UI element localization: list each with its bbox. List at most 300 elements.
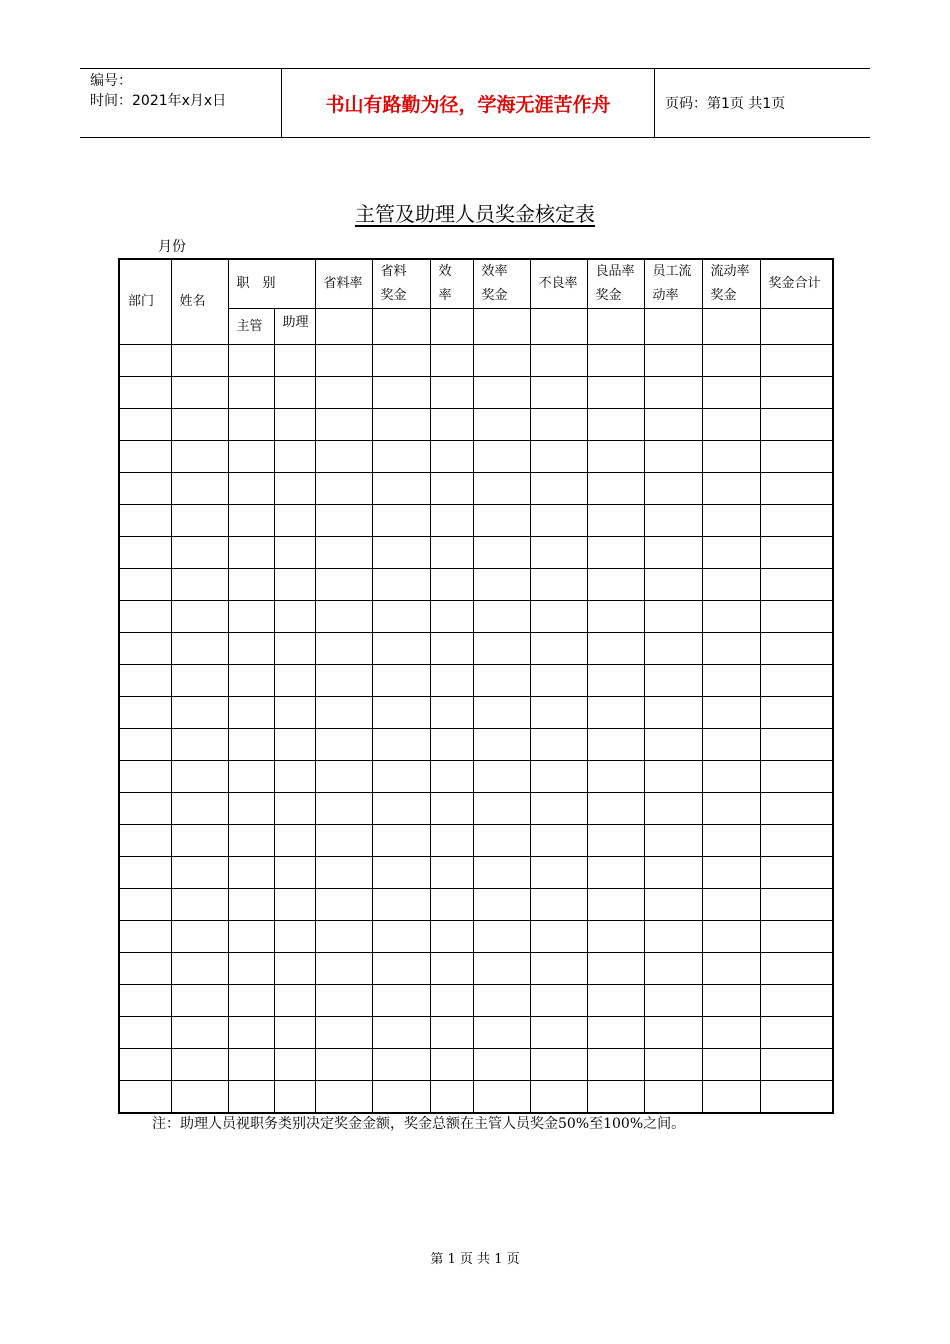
- table-cell[interactable]: [473, 921, 530, 953]
- table-cell[interactable]: [228, 601, 274, 633]
- table-cell[interactable]: [530, 1017, 587, 1049]
- table-cell[interactable]: [644, 537, 702, 569]
- table-cell[interactable]: [228, 697, 274, 729]
- table-cell[interactable]: [644, 793, 702, 825]
- table-cell[interactable]: [644, 409, 702, 441]
- table-cell[interactable]: [274, 729, 315, 761]
- table-cell[interactable]: [587, 921, 644, 953]
- table-cell[interactable]: [587, 377, 644, 409]
- table-cell[interactable]: [473, 953, 530, 985]
- table-cell[interactable]: [372, 921, 430, 953]
- table-cell[interactable]: [171, 985, 228, 1017]
- table-cell[interactable]: [702, 921, 760, 953]
- table-cell[interactable]: [473, 889, 530, 921]
- table-cell[interactable]: [760, 857, 833, 889]
- table-cell[interactable]: [372, 601, 430, 633]
- table-cell[interactable]: [171, 505, 228, 537]
- table-cell[interactable]: [274, 1017, 315, 1049]
- table-cell[interactable]: [372, 697, 430, 729]
- table-cell[interactable]: [702, 569, 760, 601]
- table-cell[interactable]: [228, 345, 274, 377]
- table-cell[interactable]: [372, 345, 430, 377]
- table-cell[interactable]: [587, 1017, 644, 1049]
- table-cell[interactable]: [372, 473, 430, 505]
- table-cell[interactable]: [315, 857, 372, 889]
- table-cell[interactable]: [702, 377, 760, 409]
- table-cell[interactable]: [530, 985, 587, 1017]
- table-cell[interactable]: [702, 473, 760, 505]
- table-cell[interactable]: [228, 505, 274, 537]
- table-cell[interactable]: [430, 377, 473, 409]
- table-cell[interactable]: [315, 665, 372, 697]
- table-cell[interactable]: [760, 953, 833, 985]
- table-cell[interactable]: [228, 761, 274, 793]
- table-cell[interactable]: [473, 409, 530, 441]
- table-cell[interactable]: [702, 441, 760, 473]
- table-cell[interactable]: [702, 857, 760, 889]
- table-cell[interactable]: [228, 441, 274, 473]
- table-cell[interactable]: [760, 505, 833, 537]
- table-cell[interactable]: [473, 729, 530, 761]
- table-cell[interactable]: [119, 985, 171, 1017]
- table-cell[interactable]: [760, 345, 833, 377]
- table-cell[interactable]: [372, 441, 430, 473]
- table-cell[interactable]: [473, 505, 530, 537]
- table-cell[interactable]: [473, 985, 530, 1017]
- table-cell[interactable]: [530, 345, 587, 377]
- table-cell[interactable]: [430, 761, 473, 793]
- table-cell[interactable]: [760, 825, 833, 857]
- table-cell[interactable]: [274, 1049, 315, 1081]
- table-cell[interactable]: [274, 569, 315, 601]
- table-cell[interactable]: [430, 729, 473, 761]
- table-cell[interactable]: [119, 665, 171, 697]
- table-cell[interactable]: [760, 441, 833, 473]
- table-cell[interactable]: [315, 473, 372, 505]
- table-cell[interactable]: [587, 985, 644, 1017]
- table-cell[interactable]: [315, 633, 372, 665]
- table-cell[interactable]: [473, 1049, 530, 1081]
- table-cell[interactable]: [644, 569, 702, 601]
- table-cell[interactable]: [171, 441, 228, 473]
- table-cell[interactable]: [644, 345, 702, 377]
- table-cell[interactable]: [587, 665, 644, 697]
- table-cell[interactable]: [315, 601, 372, 633]
- table-cell[interactable]: [702, 537, 760, 569]
- table-cell[interactable]: [473, 345, 530, 377]
- table-cell[interactable]: [315, 537, 372, 569]
- table-cell[interactable]: [315, 345, 372, 377]
- table-cell[interactable]: [119, 793, 171, 825]
- table-cell[interactable]: [171, 825, 228, 857]
- table-cell[interactable]: [430, 825, 473, 857]
- table-cell[interactable]: [530, 633, 587, 665]
- table-cell[interactable]: [644, 505, 702, 537]
- table-cell[interactable]: [430, 889, 473, 921]
- table-cell[interactable]: [530, 377, 587, 409]
- table-cell[interactable]: [430, 985, 473, 1017]
- table-cell[interactable]: [473, 825, 530, 857]
- table-cell[interactable]: [473, 857, 530, 889]
- table-cell[interactable]: [119, 697, 171, 729]
- table-cell[interactable]: [760, 633, 833, 665]
- table-cell[interactable]: [315, 729, 372, 761]
- table-cell[interactable]: [530, 857, 587, 889]
- table-cell[interactable]: [315, 505, 372, 537]
- table-cell[interactable]: [274, 793, 315, 825]
- table-cell[interactable]: [171, 569, 228, 601]
- table-cell[interactable]: [274, 825, 315, 857]
- table-cell[interactable]: [228, 1017, 274, 1049]
- table-cell[interactable]: [119, 889, 171, 921]
- table-cell[interactable]: [274, 665, 315, 697]
- table-cell[interactable]: [315, 953, 372, 985]
- table-cell[interactable]: [430, 665, 473, 697]
- table-cell[interactable]: [473, 601, 530, 633]
- table-cell[interactable]: [644, 761, 702, 793]
- table-cell[interactable]: [530, 473, 587, 505]
- table-cell[interactable]: [119, 761, 171, 793]
- table-cell[interactable]: [473, 633, 530, 665]
- table-cell[interactable]: [119, 1017, 171, 1049]
- table-cell[interactable]: [702, 793, 760, 825]
- table-cell[interactable]: [430, 633, 473, 665]
- table-cell[interactable]: [702, 697, 760, 729]
- table-cell[interactable]: [372, 1017, 430, 1049]
- table-cell[interactable]: [315, 697, 372, 729]
- table-cell[interactable]: [530, 505, 587, 537]
- table-cell[interactable]: [171, 665, 228, 697]
- table-cell[interactable]: [274, 377, 315, 409]
- table-cell[interactable]: [587, 537, 644, 569]
- table-cell[interactable]: [587, 761, 644, 793]
- table-cell[interactable]: [430, 1049, 473, 1081]
- table-cell[interactable]: [171, 601, 228, 633]
- table-cell[interactable]: [473, 761, 530, 793]
- table-cell[interactable]: [473, 377, 530, 409]
- table-cell[interactable]: [473, 473, 530, 505]
- table-cell[interactable]: [119, 537, 171, 569]
- table-cell[interactable]: [530, 569, 587, 601]
- table-cell[interactable]: [587, 889, 644, 921]
- table-cell[interactable]: [702, 761, 760, 793]
- table-cell[interactable]: [644, 1017, 702, 1049]
- table-cell[interactable]: [315, 889, 372, 921]
- table-cell[interactable]: [702, 665, 760, 697]
- table-cell[interactable]: [644, 985, 702, 1017]
- table-cell[interactable]: [430, 345, 473, 377]
- table-cell[interactable]: [702, 825, 760, 857]
- table-cell[interactable]: [228, 473, 274, 505]
- table-cell[interactable]: [228, 377, 274, 409]
- table-cell[interactable]: [644, 1049, 702, 1081]
- table-cell[interactable]: [530, 409, 587, 441]
- table-cell[interactable]: [119, 505, 171, 537]
- table-cell[interactable]: [372, 1049, 430, 1081]
- table-cell[interactable]: [530, 793, 587, 825]
- table-cell[interactable]: [530, 729, 587, 761]
- table-cell[interactable]: [473, 793, 530, 825]
- table-cell[interactable]: [171, 345, 228, 377]
- table-cell[interactable]: [119, 441, 171, 473]
- table-cell[interactable]: [530, 953, 587, 985]
- table-cell[interactable]: [587, 729, 644, 761]
- table-cell[interactable]: [587, 825, 644, 857]
- table-cell[interactable]: [119, 345, 171, 377]
- table-cell[interactable]: [274, 601, 315, 633]
- table-cell[interactable]: [228, 1049, 274, 1081]
- table-cell[interactable]: [171, 473, 228, 505]
- table-cell[interactable]: [702, 345, 760, 377]
- table-cell[interactable]: [702, 729, 760, 761]
- table-cell[interactable]: [430, 1081, 473, 1113]
- table-cell[interactable]: [171, 793, 228, 825]
- table-cell[interactable]: [119, 921, 171, 953]
- table-cell[interactable]: [228, 953, 274, 985]
- table-cell[interactable]: [760, 473, 833, 505]
- table-cell[interactable]: [644, 729, 702, 761]
- table-cell[interactable]: [530, 697, 587, 729]
- table-cell[interactable]: [702, 601, 760, 633]
- table-cell[interactable]: [315, 1017, 372, 1049]
- table-cell[interactable]: [119, 601, 171, 633]
- table-cell[interactable]: [760, 761, 833, 793]
- table-cell[interactable]: [171, 1081, 228, 1113]
- table-cell[interactable]: [274, 633, 315, 665]
- table-cell[interactable]: [274, 345, 315, 377]
- table-cell[interactable]: [587, 793, 644, 825]
- table-cell[interactable]: [274, 409, 315, 441]
- table-cell[interactable]: [171, 921, 228, 953]
- table-cell[interactable]: [274, 985, 315, 1017]
- table-cell[interactable]: [530, 601, 587, 633]
- table-cell[interactable]: [530, 1081, 587, 1113]
- table-cell[interactable]: [372, 857, 430, 889]
- table-cell[interactable]: [760, 537, 833, 569]
- table-cell[interactable]: [530, 1049, 587, 1081]
- table-cell[interactable]: [760, 1049, 833, 1081]
- table-cell[interactable]: [644, 825, 702, 857]
- table-cell[interactable]: [530, 889, 587, 921]
- table-cell[interactable]: [119, 953, 171, 985]
- table-cell[interactable]: [274, 505, 315, 537]
- table-cell[interactable]: [587, 1049, 644, 1081]
- table-cell[interactable]: [430, 601, 473, 633]
- table-cell[interactable]: [228, 537, 274, 569]
- table-cell[interactable]: [644, 665, 702, 697]
- table-cell[interactable]: [702, 1081, 760, 1113]
- table-cell[interactable]: [702, 985, 760, 1017]
- table-cell[interactable]: [119, 473, 171, 505]
- table-cell[interactable]: [315, 569, 372, 601]
- table-cell[interactable]: [315, 793, 372, 825]
- table-cell[interactable]: [702, 633, 760, 665]
- table-cell[interactable]: [702, 409, 760, 441]
- table-cell[interactable]: [274, 889, 315, 921]
- table-cell[interactable]: [587, 601, 644, 633]
- table-cell[interactable]: [315, 985, 372, 1017]
- table-cell[interactable]: [228, 985, 274, 1017]
- table-cell[interactable]: [228, 633, 274, 665]
- table-cell[interactable]: [228, 825, 274, 857]
- table-cell[interactable]: [274, 921, 315, 953]
- table-cell[interactable]: [372, 889, 430, 921]
- table-cell[interactable]: [372, 633, 430, 665]
- table-cell[interactable]: [171, 761, 228, 793]
- table-cell[interactable]: [171, 697, 228, 729]
- table-cell[interactable]: [644, 857, 702, 889]
- table-cell[interactable]: [587, 697, 644, 729]
- table-cell[interactable]: [274, 441, 315, 473]
- table-cell[interactable]: [760, 889, 833, 921]
- table-cell[interactable]: [372, 825, 430, 857]
- table-cell[interactable]: [473, 537, 530, 569]
- table-cell[interactable]: [587, 953, 644, 985]
- table-cell[interactable]: [644, 473, 702, 505]
- table-cell[interactable]: [228, 921, 274, 953]
- table-cell[interactable]: [274, 761, 315, 793]
- table-cell[interactable]: [274, 537, 315, 569]
- table-cell[interactable]: [228, 665, 274, 697]
- table-cell[interactable]: [760, 569, 833, 601]
- table-cell[interactable]: [274, 953, 315, 985]
- table-cell[interactable]: [372, 985, 430, 1017]
- table-cell[interactable]: [644, 953, 702, 985]
- table-cell[interactable]: [587, 409, 644, 441]
- table-cell[interactable]: [228, 793, 274, 825]
- table-cell[interactable]: [372, 665, 430, 697]
- table-cell[interactable]: [315, 761, 372, 793]
- table-cell[interactable]: [274, 473, 315, 505]
- table-cell[interactable]: [119, 857, 171, 889]
- table-cell[interactable]: [372, 761, 430, 793]
- table-cell[interactable]: [430, 537, 473, 569]
- table-cell[interactable]: [760, 665, 833, 697]
- table-cell[interactable]: [473, 1017, 530, 1049]
- table-cell[interactable]: [702, 1017, 760, 1049]
- table-cell[interactable]: [171, 537, 228, 569]
- table-cell[interactable]: [473, 441, 530, 473]
- table-cell[interactable]: [644, 377, 702, 409]
- table-cell[interactable]: [430, 473, 473, 505]
- table-cell[interactable]: [171, 953, 228, 985]
- table-cell[interactable]: [228, 569, 274, 601]
- table-cell[interactable]: [530, 441, 587, 473]
- table-cell[interactable]: [372, 1081, 430, 1113]
- table-cell[interactable]: [315, 377, 372, 409]
- table-cell[interactable]: [473, 1081, 530, 1113]
- table-cell[interactable]: [760, 729, 833, 761]
- table-cell[interactable]: [171, 409, 228, 441]
- table-cell[interactable]: [587, 1081, 644, 1113]
- table-cell[interactable]: [315, 921, 372, 953]
- table-cell[interactable]: [760, 985, 833, 1017]
- table-cell[interactable]: [430, 921, 473, 953]
- table-cell[interactable]: [171, 1017, 228, 1049]
- table-cell[interactable]: [119, 409, 171, 441]
- table-cell[interactable]: [119, 729, 171, 761]
- table-cell[interactable]: [228, 729, 274, 761]
- table-cell[interactable]: [171, 729, 228, 761]
- table-cell[interactable]: [274, 1081, 315, 1113]
- table-cell[interactable]: [228, 857, 274, 889]
- table-cell[interactable]: [171, 889, 228, 921]
- table-cell[interactable]: [274, 857, 315, 889]
- table-cell[interactable]: [644, 889, 702, 921]
- table-cell[interactable]: [530, 537, 587, 569]
- table-cell[interactable]: [702, 953, 760, 985]
- table-cell[interactable]: [315, 409, 372, 441]
- table-cell[interactable]: [430, 953, 473, 985]
- table-cell[interactable]: [530, 921, 587, 953]
- table-cell[interactable]: [372, 377, 430, 409]
- table-cell[interactable]: [430, 409, 473, 441]
- table-cell[interactable]: [644, 1081, 702, 1113]
- table-cell[interactable]: [372, 537, 430, 569]
- table-cell[interactable]: [315, 1049, 372, 1081]
- table-cell[interactable]: [119, 825, 171, 857]
- table-cell[interactable]: [644, 697, 702, 729]
- table-cell[interactable]: [119, 1049, 171, 1081]
- table-cell[interactable]: [587, 569, 644, 601]
- table-cell[interactable]: [372, 953, 430, 985]
- table-cell[interactable]: [702, 889, 760, 921]
- table-cell[interactable]: [430, 505, 473, 537]
- table-cell[interactable]: [587, 505, 644, 537]
- table-cell[interactable]: [644, 601, 702, 633]
- table-cell[interactable]: [760, 601, 833, 633]
- table-cell[interactable]: [430, 857, 473, 889]
- table-cell[interactable]: [315, 441, 372, 473]
- table-cell[interactable]: [119, 377, 171, 409]
- table-cell[interactable]: [315, 825, 372, 857]
- table-cell[interactable]: [228, 889, 274, 921]
- table-cell[interactable]: [760, 1081, 833, 1113]
- table-cell[interactable]: [760, 793, 833, 825]
- table-cell[interactable]: [760, 921, 833, 953]
- table-cell[interactable]: [760, 377, 833, 409]
- table-cell[interactable]: [372, 505, 430, 537]
- table-cell[interactable]: [171, 1049, 228, 1081]
- table-cell[interactable]: [760, 409, 833, 441]
- table-cell[interactable]: [315, 1081, 372, 1113]
- table-cell[interactable]: [171, 377, 228, 409]
- table-cell[interactable]: [119, 1081, 171, 1113]
- table-cell[interactable]: [228, 1081, 274, 1113]
- table-cell[interactable]: [587, 473, 644, 505]
- table-cell[interactable]: [587, 633, 644, 665]
- table-cell[interactable]: [171, 857, 228, 889]
- table-cell[interactable]: [760, 1017, 833, 1049]
- table-cell[interactable]: [430, 793, 473, 825]
- table-cell[interactable]: [119, 569, 171, 601]
- table-cell[interactable]: [372, 729, 430, 761]
- table-cell[interactable]: [702, 505, 760, 537]
- table-cell[interactable]: [587, 857, 644, 889]
- table-cell[interactable]: [644, 633, 702, 665]
- table-cell[interactable]: [430, 569, 473, 601]
- table-cell[interactable]: [274, 697, 315, 729]
- table-cell[interactable]: [473, 665, 530, 697]
- table-cell[interactable]: [228, 409, 274, 441]
- table-cell[interactable]: [760, 697, 833, 729]
- table-cell[interactable]: [430, 441, 473, 473]
- table-cell[interactable]: [119, 633, 171, 665]
- table-cell[interactable]: [372, 409, 430, 441]
- table-cell[interactable]: [473, 569, 530, 601]
- table-cell[interactable]: [587, 441, 644, 473]
- table-cell[interactable]: [530, 761, 587, 793]
